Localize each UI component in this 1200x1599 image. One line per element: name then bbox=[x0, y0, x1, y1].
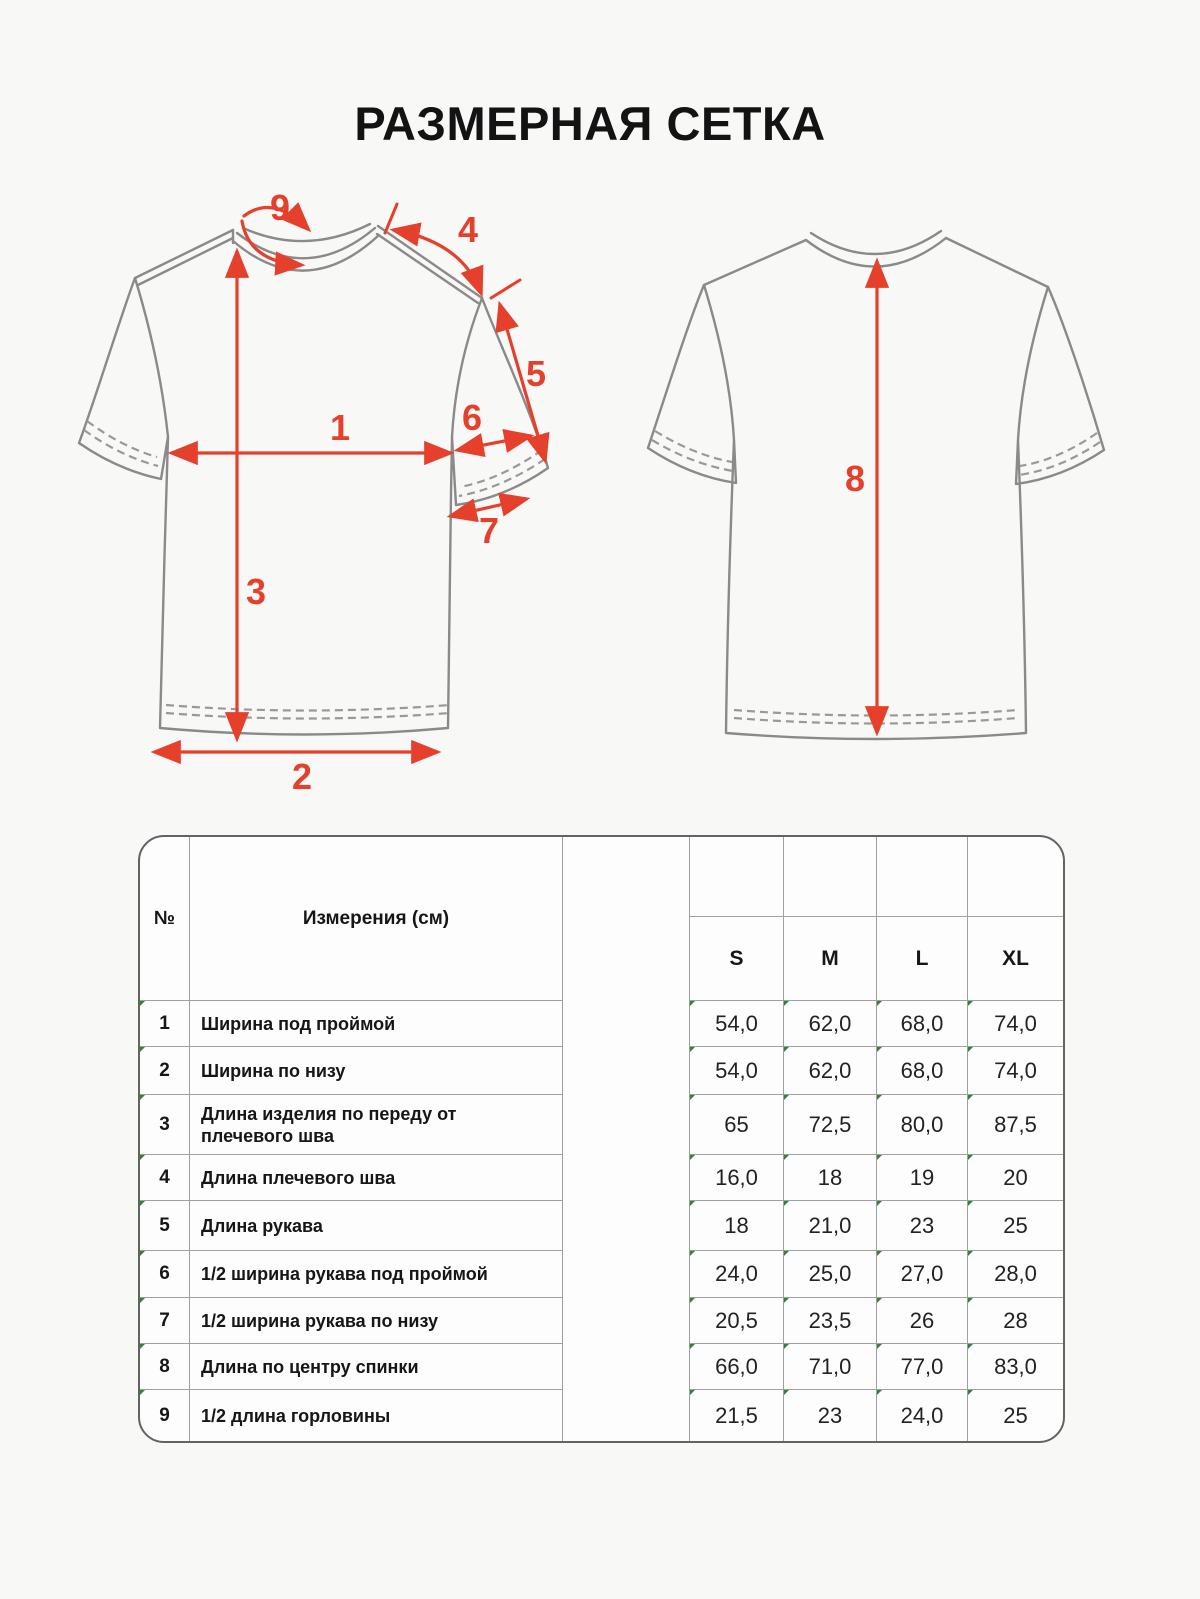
back-right-armhole-seam bbox=[1018, 287, 1048, 440]
value-xl: 87,5 bbox=[967, 1095, 1063, 1155]
label-3: 3 bbox=[245, 571, 267, 612]
value-xl: 28,0 bbox=[967, 1251, 1063, 1298]
row-no: 5 bbox=[140, 1201, 190, 1251]
value-m: 71,0 bbox=[783, 1344, 876, 1390]
value-l: 68,0 bbox=[876, 1001, 967, 1047]
value-xl: 20 bbox=[967, 1155, 1063, 1201]
value-m: 25,0 bbox=[783, 1251, 876, 1298]
label-4: 4 bbox=[457, 209, 479, 250]
size-col-l: L bbox=[876, 917, 967, 1001]
row-label: 1/2 ширина рукава под проймой bbox=[190, 1251, 563, 1298]
size-header-gap bbox=[690, 837, 783, 917]
front-left-armhole-seam bbox=[135, 278, 168, 437]
size-header-gap bbox=[967, 837, 1063, 917]
size-header-gap bbox=[783, 837, 876, 917]
value-l: 80,0 bbox=[876, 1095, 967, 1155]
measurement-arrows bbox=[155, 204, 877, 752]
value-m: 21,0 bbox=[783, 1201, 876, 1251]
value-xl: 25 bbox=[967, 1201, 1063, 1251]
label-5: 5 bbox=[525, 353, 547, 394]
value-l: 19 bbox=[876, 1155, 967, 1201]
size-col-s: S bbox=[690, 917, 783, 1001]
front-left-shoulder-seam bbox=[138, 238, 233, 285]
value-s: 18 bbox=[690, 1201, 783, 1251]
row-label: 1/2 ширина рукава по низу bbox=[190, 1298, 563, 1344]
label-1: 1 bbox=[329, 407, 351, 448]
table-spacer-column bbox=[563, 837, 690, 1441]
value-m: 62,0 bbox=[783, 1001, 876, 1047]
value-l: 24,0 bbox=[876, 1390, 967, 1441]
measurement-labels bbox=[246, 187, 865, 797]
label-9: 9 bbox=[269, 187, 291, 228]
value-xl: 28 bbox=[967, 1298, 1063, 1344]
row-label: Длина рукава bbox=[190, 1201, 563, 1251]
value-s: 65 bbox=[690, 1095, 783, 1155]
row-label: Длина по центру спинки bbox=[190, 1344, 563, 1390]
row-no: 2 bbox=[140, 1047, 190, 1095]
value-s: 54,0 bbox=[690, 1001, 783, 1047]
label-7: 7 bbox=[478, 510, 500, 551]
value-l: 77,0 bbox=[876, 1344, 967, 1390]
value-m: 72,5 bbox=[783, 1095, 876, 1155]
row-no: 8 bbox=[140, 1344, 190, 1390]
value-s: 16,0 bbox=[690, 1155, 783, 1201]
value-m: 62,0 bbox=[783, 1047, 876, 1095]
value-xl: 74,0 bbox=[967, 1047, 1063, 1095]
value-s: 66,0 bbox=[690, 1344, 783, 1390]
row-label: Длина изделия по переду от плечевого шва bbox=[190, 1095, 563, 1155]
label-6: 6 bbox=[461, 397, 483, 438]
row-no: 4 bbox=[140, 1155, 190, 1201]
row-no: 6 bbox=[140, 1251, 190, 1298]
value-s: 24,0 bbox=[690, 1251, 783, 1298]
value-l: 26 bbox=[876, 1298, 967, 1344]
value-xl: 83,0 bbox=[967, 1344, 1063, 1390]
label-2: 2 bbox=[291, 756, 313, 797]
label-8: 8 bbox=[844, 458, 866, 499]
row-no: 3 bbox=[140, 1095, 190, 1155]
row-no: 7 bbox=[140, 1298, 190, 1344]
table-header-measurements: Измерения (см) bbox=[190, 837, 563, 1001]
row-no: 9 bbox=[140, 1390, 190, 1441]
size-table bbox=[138, 835, 1065, 1443]
value-m: 23,5 bbox=[783, 1298, 876, 1344]
value-s: 54,0 bbox=[690, 1047, 783, 1095]
table-header-no: № bbox=[140, 837, 190, 1001]
value-m: 18 bbox=[783, 1155, 876, 1201]
value-s: 20,5 bbox=[690, 1298, 783, 1344]
tshirt-front-outline bbox=[79, 224, 548, 735]
value-xl: 74,0 bbox=[967, 1001, 1063, 1047]
page-title: РАЗМЕРНАЯ СЕТКА bbox=[354, 97, 826, 150]
value-m: 23 bbox=[783, 1390, 876, 1441]
back-left-armhole-seam bbox=[704, 285, 734, 440]
tick-arrow-5 bbox=[491, 280, 520, 298]
row-no: 1 bbox=[140, 1001, 190, 1047]
arrow-6-sleeve-width-armhole bbox=[458, 436, 530, 450]
row-label: 1/2 длина горловины bbox=[190, 1390, 563, 1441]
size-col-m: M bbox=[783, 917, 876, 1001]
size-header-gap bbox=[876, 837, 967, 917]
row-label: Ширина по низу bbox=[190, 1047, 563, 1095]
row-label: Ширина под проймой bbox=[190, 1001, 563, 1047]
value-l: 27,0 bbox=[876, 1251, 967, 1298]
row-label: Длина плечевого шва bbox=[190, 1155, 563, 1201]
front-stitches bbox=[84, 421, 545, 719]
value-l: 23 bbox=[876, 1201, 967, 1251]
value-s: 21,5 bbox=[690, 1390, 783, 1441]
size-col-xl: XL bbox=[967, 917, 1063, 1001]
value-xl: 25 bbox=[967, 1390, 1063, 1441]
value-l: 68,0 bbox=[876, 1047, 967, 1095]
